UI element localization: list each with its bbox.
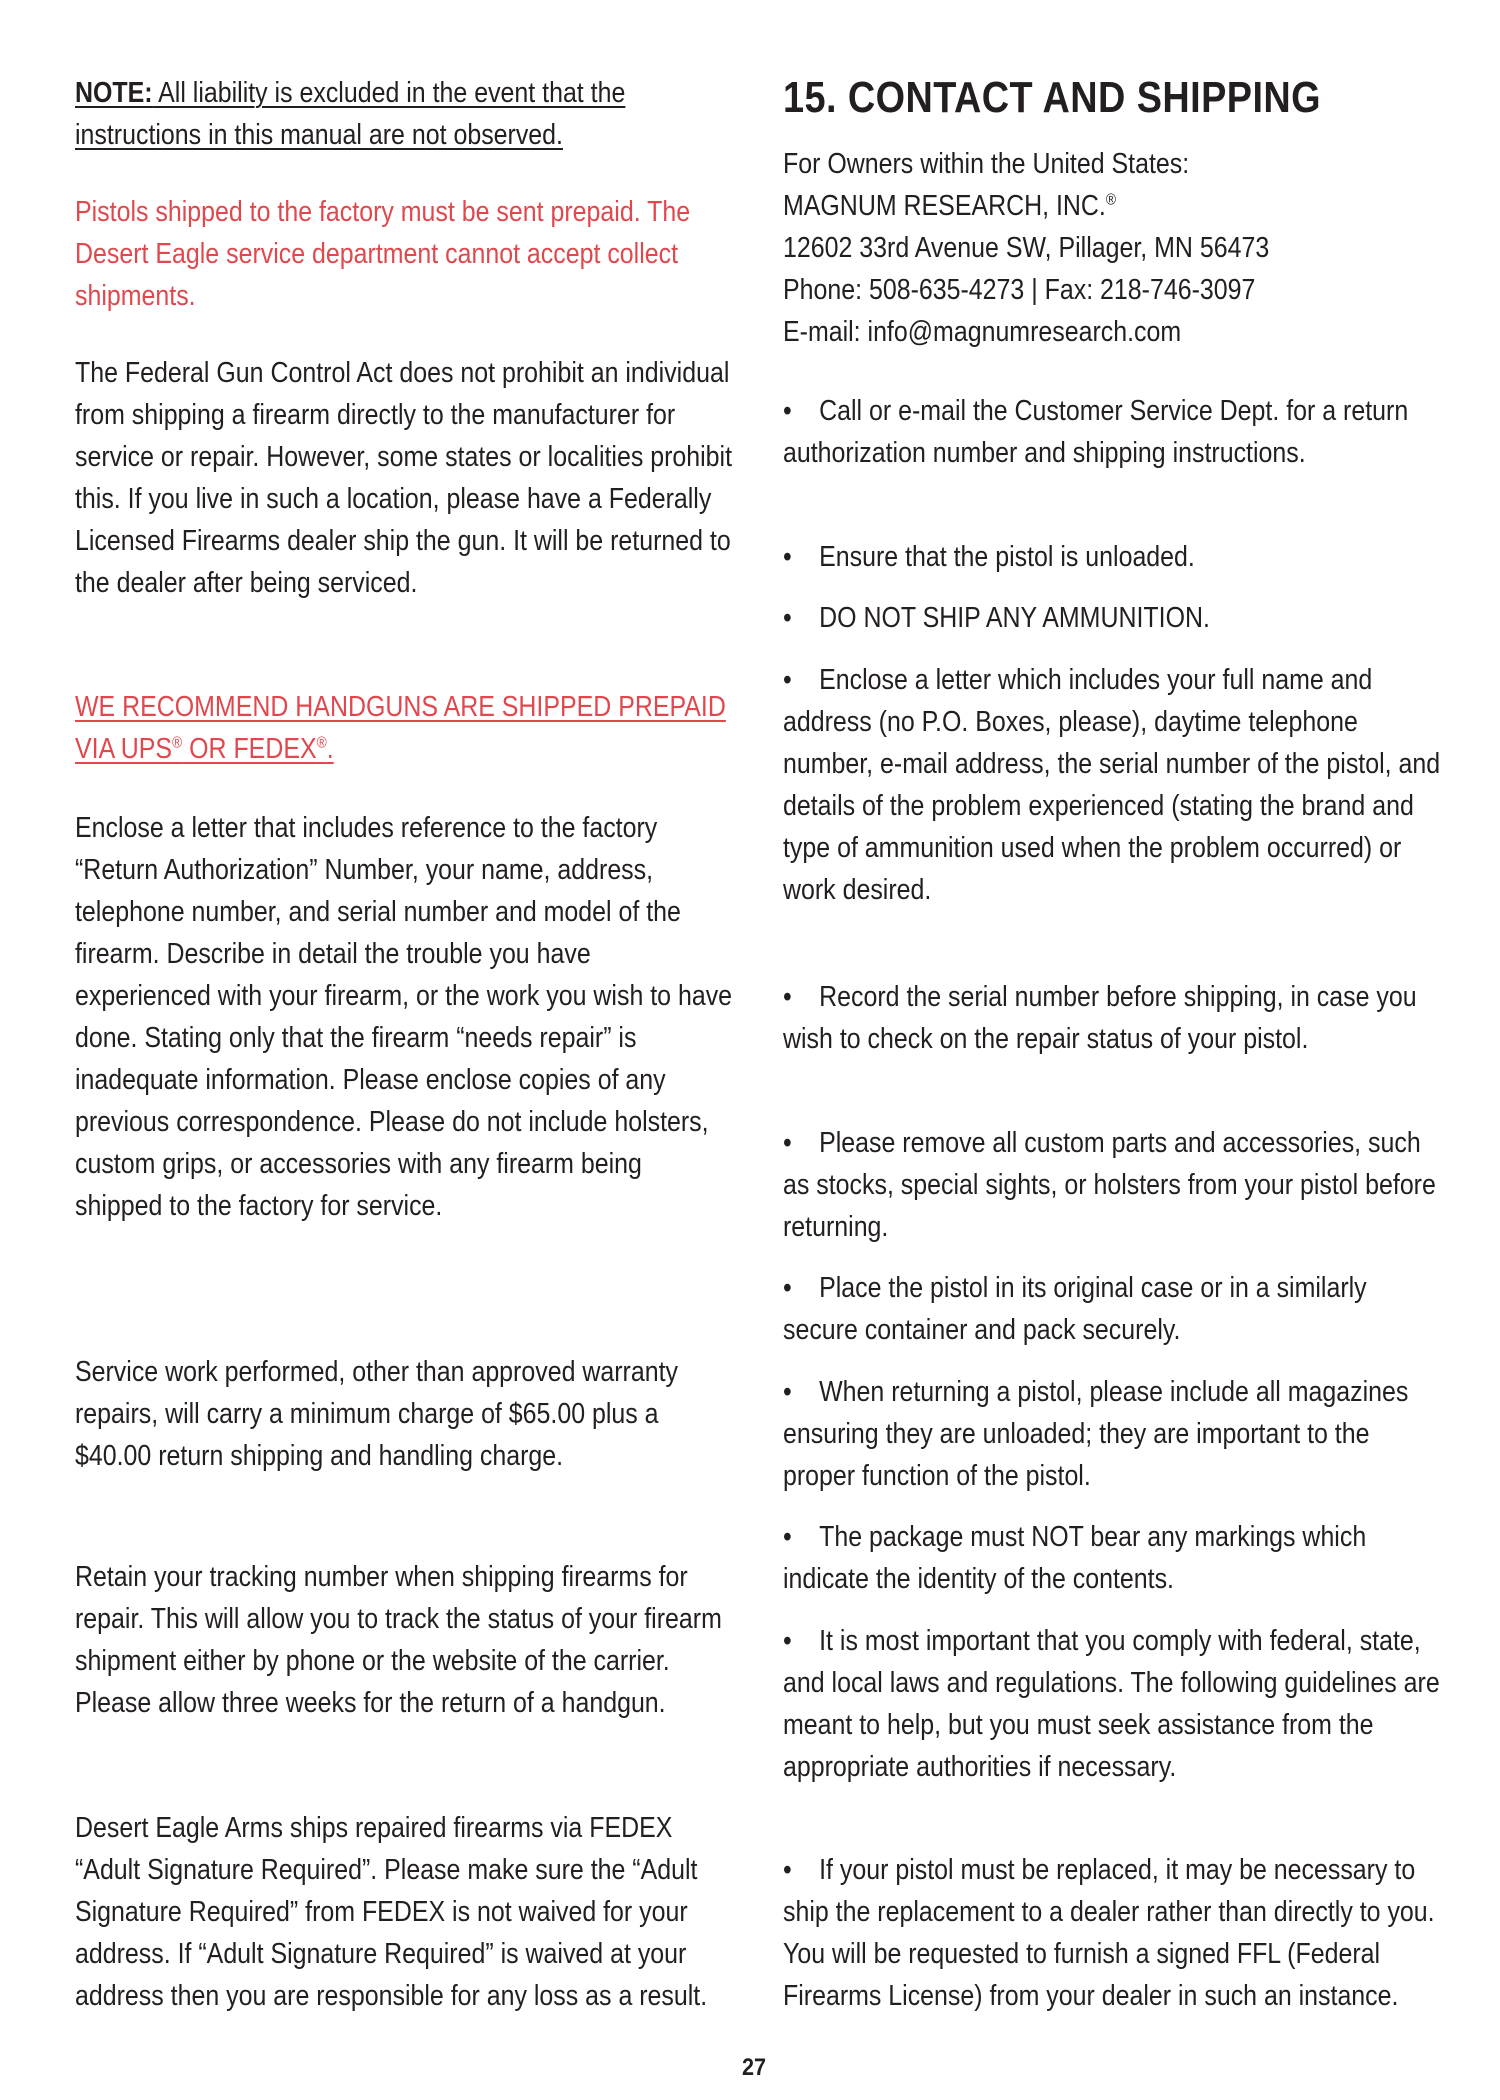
contact-intro: For Owners within the United States: [783, 148, 1190, 180]
bullet-item [783, 597, 1441, 639]
service-charge-paragraph: Service work performed, other than approved warranty repairs, will carry a minimum charge of $65.00 plus a $40.00 return shipping and handling charge. [75, 1356, 679, 1472]
bullet-item [783, 976, 1441, 1060]
fedex-signature-paragraph: Desert Eagle Arms ships repaired firearms via FEDEX “Adult Signature Required”. Please make sure the “Adult Signature Required” from FEDEX is not waived for your address. If “Adult Signature Required” is waived at your address then you are responsible for any loss as a result. [75, 1812, 708, 2012]
bullet-icon: • [783, 981, 792, 1013]
bullet-item [783, 390, 1441, 474]
bullet-item [783, 1371, 1441, 1497]
shipping-recommendation [75, 686, 733, 770]
company-text: MAGNUM RESEARCH, INC. [783, 190, 1106, 222]
company-address: 12602 33rd Avenue SW, Pillager, MN 56473 [783, 232, 1270, 264]
bullet-text: Call or e-mail the Customer Service Dept. for a return authorization number and shipping instructions. [783, 395, 1409, 469]
bullet-icon: • [783, 664, 792, 696]
bullet-icon: • [783, 1127, 792, 1159]
prepaid-notice: Pistols shipped to the factory must be sent prepaid. The Desert Eagle service department cannot accept collect shipments. [75, 196, 691, 312]
page-number: 27 [742, 2054, 767, 2081]
bullet-text: Place the pistol in its original case or in a similarly secure container and pack securely. [783, 1272, 1367, 1346]
bullet-text: Enclose a letter which includes your full name and address (no P.O. Boxes, please), daytime telephone number, e-mail address, the serial number of the pistol, and details of the problem experienced (stating the brand and type of ammunition used when the problem occurred) or work desired. [783, 664, 1441, 906]
bullet-text: Ensure that the pistol is unloaded. [819, 541, 1195, 573]
company-registered-mark: ® [1105, 191, 1117, 209]
recommend-text-2: OR FEDEX [182, 733, 317, 765]
bullet-text: When returning a pistol, please include all magazines ensuring they are unloaded; they are important to the proper function of the pistol. [783, 1376, 1409, 1492]
bullet-icon: • [783, 1376, 792, 1408]
bullet-item [783, 536, 1441, 578]
bullet-text: It is most important that you comply with federal, state, and local laws and regulations. The following guidelines are meant to help, but you must seek assistance from the appropriate authorities if necessary. [783, 1625, 1440, 1783]
federal-act-paragraph: The Federal Gun Control Act does not prohibit an individual from shipping a firearm directly to the manufacturer for service or repair. However, some states or localities prohibit this. If you live in such a location, please have a Federally Licensed Firearms dealer ship the gun. It will be returned to the dealer after being serviced. [75, 357, 733, 599]
bullet-icon: • [783, 1272, 792, 1304]
note-label: NOTE: [75, 77, 153, 109]
phone-fax: Phone: 508-635-4273 | Fax: 218-746-3097 [783, 274, 1256, 306]
bullet-text: If your pistol must be replaced, it may be necessary to ship the replacement to a dealer rather than directly to you. You will be requested to furnish a signed FFL (Federal Firearms License) from your dealer in such an instance. [783, 1854, 1435, 2012]
bullet-text: Please remove all custom parts and accessories, such as stocks, special sights, or holsters from your pistol before returning. [783, 1127, 1436, 1243]
fedex-registered-mark: ® [316, 734, 327, 752]
company-name [783, 185, 1441, 227]
bullet-icon: • [783, 1854, 792, 1886]
bullet-item [783, 1267, 1441, 1351]
bullet-item [783, 1620, 1441, 1788]
bullet-text: DO NOT SHIP ANY AMMUNITION. [819, 602, 1210, 634]
bullet-item [783, 1516, 1441, 1600]
tracking-paragraph: Retain your tracking number when shipping firearms for repair. This will allow you to track the status of your firearm shipment either by phone or the website of the carrier. Please allow three weeks for the return of a handgun. [75, 1561, 722, 1719]
recommend-text-1: WE RECOMMEND HANDGUNS ARE SHIPPED PREPAID VIA UPS [75, 691, 726, 765]
enclose-letter-paragraph: Enclose a letter that includes reference to the factory “Return Authorization” Number, your name, address, telephone number, and serial number and model of the firearm. Describe in detail the trouble you have experienced with your firearm, or the work you wish to have done. Stating only that the firearm “needs repair” is inadequate information. Please enclose copies of any previous correspondence. Please do not include holsters, custom grips, or accessories with any firearm being shipped to the factory for service. [75, 812, 733, 1222]
bullet-text: The package must NOT bear any markings which indicate the identity of the contents. [783, 1521, 1367, 1595]
bullet-icon: • [783, 1521, 792, 1553]
bullet-text: Record the serial number before shipping, in case you wish to check on the repair status of your pistol. [783, 981, 1417, 1055]
note-text: All liability is excluded in the event that the instructions in this manual are not observed. [75, 77, 626, 151]
email-address: E-mail: info@magnumresearch.com [783, 316, 1182, 348]
bullet-item [783, 1849, 1441, 2017]
liability-note [75, 72, 733, 156]
bullet-icon: • [783, 395, 792, 427]
bullet-item [783, 659, 1441, 911]
contact-block [783, 143, 1443, 353]
bullet-icon: • [783, 541, 792, 573]
bullet-icon: • [783, 1625, 792, 1657]
ups-registered-mark: ® [172, 734, 183, 752]
section-heading: 15. CONTACT AND SHIPPING [783, 73, 1322, 122]
bullet-icon: • [783, 602, 792, 634]
bullet-item [783, 1122, 1441, 1248]
recommend-text-3: . [326, 733, 334, 765]
